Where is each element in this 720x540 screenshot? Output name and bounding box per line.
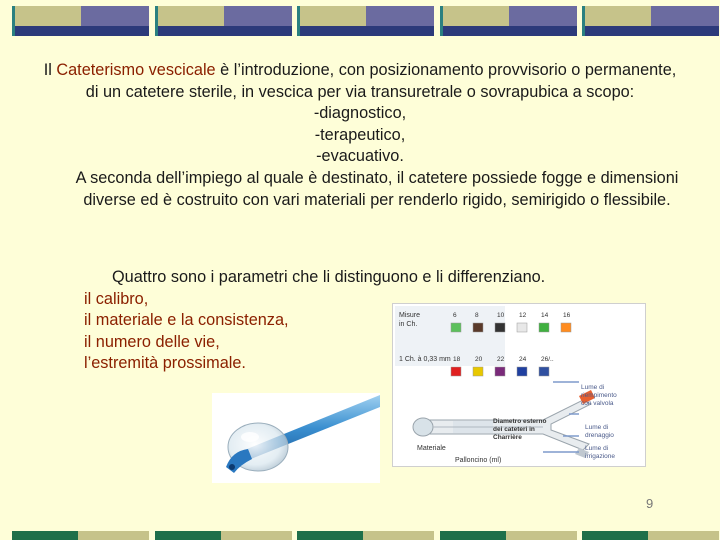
decorative-segment	[15, 26, 149, 37]
size-label: 16	[563, 312, 571, 319]
decorative-bottom-bar	[0, 531, 720, 540]
label-material: Materiale	[417, 445, 446, 452]
decorative-segment	[12, 531, 78, 540]
decorative-tile	[297, 531, 434, 540]
size-color-swatch	[451, 367, 461, 376]
catheter-diagram	[392, 303, 646, 467]
parameter-item: l’estremità prossimale.	[84, 354, 246, 373]
size-label: 22	[497, 356, 505, 363]
decorative-tile	[155, 531, 292, 540]
decorative-tile	[12, 531, 149, 540]
label-fill-lumen-3: con valvola	[581, 400, 614, 407]
sizes-label-unit: in Ch.	[399, 321, 418, 328]
size-color-swatch	[517, 323, 527, 332]
decorative-tile	[440, 6, 577, 36]
size-color-swatch	[495, 323, 505, 332]
label-irrigation-2: irrigazione	[585, 453, 615, 460]
sizes-label: Misure	[399, 312, 421, 319]
decorative-segment	[297, 531, 363, 540]
decorative-segment	[585, 26, 719, 37]
purpose-item: -diagnostico,	[313, 104, 407, 123]
label-diameter-1: Diametro esterno	[493, 418, 547, 425]
size-label: 12	[519, 312, 527, 319]
decorative-tile	[297, 6, 434, 36]
parameters-intro: Quattro sono i parametri che li distinguono e li differenziano.	[112, 268, 546, 286]
size-label: 8	[475, 312, 479, 319]
decorative-segment	[363, 531, 434, 540]
decorative-tile	[155, 6, 292, 36]
decorative-tile	[12, 6, 149, 36]
decorative-segment	[648, 531, 719, 540]
diagram-graphic	[393, 304, 645, 466]
size-color-swatch	[561, 323, 571, 332]
page-number: 9	[646, 496, 654, 511]
decorative-segment	[506, 531, 577, 540]
decorative-segment	[221, 531, 292, 540]
decorative-segment	[440, 531, 506, 540]
intro-paragraph	[40, 60, 680, 103]
charriere-conversion: 1 Ch. à 0,33 mm	[399, 356, 451, 363]
purpose-item: -terapeutico,	[314, 125, 406, 144]
decorative-top-bar	[0, 6, 720, 36]
size-label: 10	[497, 312, 505, 319]
label-diameter-2: dei cateteri in	[493, 426, 535, 433]
decorative-segment	[78, 531, 149, 540]
decorative-tile	[582, 531, 719, 540]
intro-post: è l’introduzione, con posizionamento provvisorio o permanente, di un catetere sterile, in vescica per via transuretrale o sovrapubica a scopo:	[85, 61, 677, 101]
decorative-tile	[582, 6, 719, 36]
decorative-segment	[300, 26, 434, 37]
label-balloon: Palloncino (ml)	[455, 457, 502, 464]
size-color-swatch	[539, 323, 549, 332]
size-color-swatch	[539, 367, 549, 376]
label-drain-2: drenaggio	[585, 432, 614, 439]
catheter-photo	[212, 393, 380, 483]
decorative-tile	[440, 531, 577, 540]
intro-pre: Il	[43, 61, 57, 79]
size-label: 18	[453, 356, 461, 363]
label-fill-lumen-1: Lume di	[581, 384, 605, 391]
size-label: 20	[475, 356, 483, 363]
label-drain-1: Lume di	[585, 424, 609, 431]
term-cateterismo: Cateterismo vescicale	[56, 61, 216, 79]
decorative-segment	[582, 531, 648, 540]
size-color-swatch	[473, 323, 483, 332]
size-label: 14	[541, 312, 549, 319]
label-fill-lumen-2: riempimento	[581, 392, 617, 399]
decorative-segment	[155, 531, 221, 540]
parameter-item: il materiale e la consistenza,	[84, 311, 289, 330]
decorative-segment	[158, 26, 292, 37]
size-label: 24	[519, 356, 527, 363]
purpose-item: -evacuativo.	[316, 147, 404, 166]
size-label: 26/..	[541, 356, 554, 363]
size-color-swatch	[495, 367, 505, 376]
main-text	[40, 60, 680, 211]
size-label: 6	[453, 312, 457, 319]
parameter-item: il numero delle vie,	[84, 332, 220, 351]
size-color-swatch	[451, 323, 461, 332]
parameter-item: il calibro,	[84, 289, 149, 308]
materials-paragraph: A seconda dell’impiego al quale è destinato, il catetere possiede fogge e dimensioni diverse ed è costruito con vari materiali per renderlo rigido, semirigido o flessibile.	[75, 168, 679, 209]
size-color-swatch	[473, 367, 483, 376]
size-color-swatch	[517, 367, 527, 376]
label-irrigation-1: Lume di	[585, 445, 609, 452]
label-diameter-3: Charrière	[493, 434, 522, 441]
decorative-segment	[443, 26, 577, 37]
